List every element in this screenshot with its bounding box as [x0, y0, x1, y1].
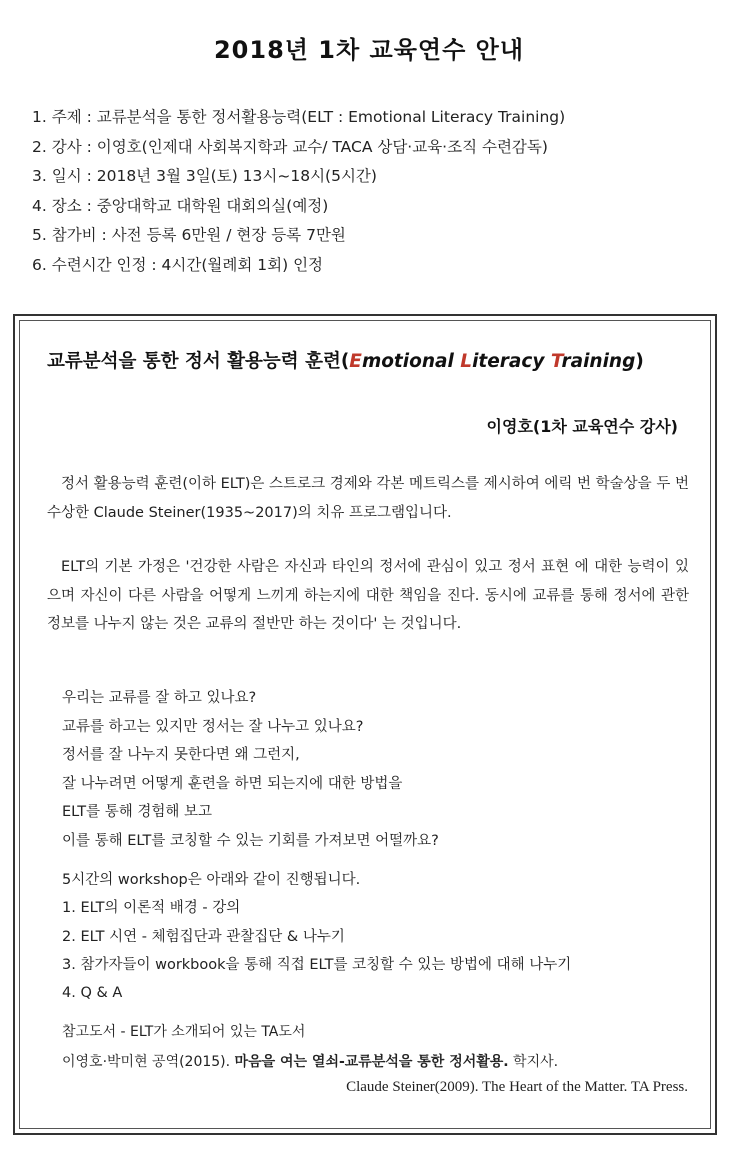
page-title: 2018년 1차 교육연수 안내: [213, 36, 525, 64]
references: [62, 1017, 558, 1077]
info-item-topic: 1. 주제 : 교류분석을 통한 정서활용능력(ELT : Emotional Literacy Training): [32, 108, 566, 126]
question-line: 잘 나누려면 어떻게 훈련을 하면 되는지에 대한 방법을: [62, 775, 403, 792]
reference-english: Claude Steiner(2009). The Heart of the Matter. TA Press.: [346, 1079, 688, 1095]
reference-publisher: 학지사.: [508, 1054, 559, 1070]
question-line: ELT를 통해 경험해 보고: [62, 804, 212, 821]
reference-title: 마음을 여는 열쇠-교류분석을 통한 정서활용.: [234, 1054, 509, 1070]
assumption-paragraph: ELT의 기본 가정은 '건강한 사람은 자신과 타인의 정서에 관심이 있고 정서 표현 에 대한 능력이 있으며 자신이 다른 사람을 어떻게 느끼게 하는지에 대한 책임을 진다. 동시에 교류를 통해 정서에 관한 정보를 나누지 않는 것은 교류의 절반만 하는 것이다' 는 것입니다.: [47, 559, 689, 633]
info-list: [32, 103, 565, 281]
question-line: 정서를 잘 나누지 못한다면 왜 그런지,: [62, 747, 300, 764]
workshop-item: 3. 참가자들이 workbook을 통해 직접 ELT를 코칭할 수 있는 방법에 대해 나누기: [62, 956, 572, 973]
info-item-fee: 5. 참가비 : 사전 등록 6만원 / 현장 등록 7만원: [32, 226, 346, 245]
workshop-item: 4. Q & A: [62, 985, 123, 1002]
workshop-list: [62, 866, 571, 1007]
reference-korean: [62, 1047, 558, 1077]
box-author: 이영호(1차 교육연수 강사): [486, 417, 678, 436]
workshop-intro: 5시간의 workshop은 아래와 같이 진행됩니다.: [62, 872, 361, 888]
question-line: 우리는 교류를 잘 하고 있나요?: [62, 690, 257, 706]
box-title-english: Emotional Literacy Training: [349, 351, 636, 372]
box-title-korean: 교류분석을 통한 정서 활용능력 훈련(: [47, 351, 350, 372]
box-title: 교류분석을 통한 정서 활용능력 훈련(Emotional Literacy Training): [47, 351, 644, 372]
workshop-item: 2. ELT 시연 - 체험집단과 관찰집단 & 나누기: [62, 928, 345, 945]
question-line: 교류를 하고는 있지만 정서는 잘 나누고 있나요?: [62, 718, 364, 735]
info-item-credit: 6. 수련시간 인정 : 4시간(월례회 1회) 인정: [32, 255, 324, 274]
reference-authors: 이영호·박미현 공역(2015).: [62, 1054, 235, 1070]
question-line: 이를 통해 ELT를 코칭할 수 있는 기회를 가져보면 어떨까요?: [62, 832, 439, 849]
info-item-venue: 4. 장소 : 중앙대학교 대학원 대회의실(예정): [32, 196, 329, 215]
info-item-instructor: 2. 강사 : 이영호(인제대 사회복지학과 교수/ TACA 상담·교육·조직 수련감독): [32, 137, 548, 156]
intro-paragraph: 정서 활용능력 훈련(이하 ELT)은 스트로크 경제와 각본 메트릭스를 제시하여 에릭 번 학술상을 두 번 수상한 Claude Steiner(1935~2017)의 치유 프로그램입니다.: [47, 476, 689, 521]
workshop-item: 1. ELT의 이론적 배경 - 강의: [62, 900, 241, 917]
references-heading: 참고도서 - ELT가 소개되어 있는 TA도서: [62, 1024, 306, 1040]
question-list: [62, 684, 439, 856]
info-item-date: 3. 일시 : 2018년 3월 3일(토) 13시~18시(5시간): [32, 167, 377, 186]
